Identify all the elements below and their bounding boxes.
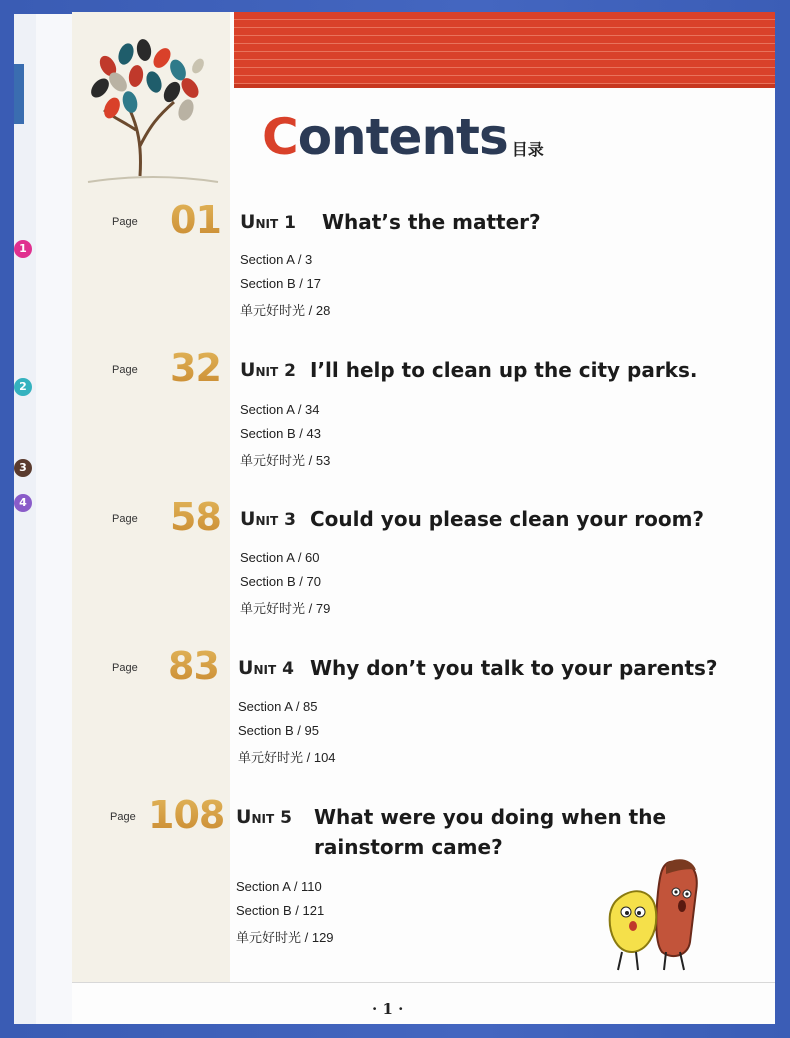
- left-marker-4: 4: [14, 494, 32, 512]
- section-link[interactable]: Section A / 34: [240, 402, 320, 417]
- section-link[interactable]: Section A / 3: [240, 252, 313, 267]
- previous-page-edge: [14, 14, 74, 1024]
- mascot-illustration: [592, 852, 722, 982]
- page-number: 58: [170, 495, 221, 539]
- title-rest: ontents: [297, 108, 508, 166]
- section-link[interactable]: Section B / 95: [238, 723, 319, 738]
- page-number: 01: [170, 198, 221, 242]
- contents-page: [72, 12, 775, 1024]
- page-label: Page: [112, 364, 138, 376]
- section-link[interactable]: Section A / 110: [236, 879, 322, 894]
- unit-label: UNIT 2: [240, 359, 296, 381]
- page-number: 32: [170, 346, 221, 390]
- unit-title[interactable]: Why don’t you talk to your parents?: [310, 656, 718, 680]
- page-label: Page: [112, 216, 138, 228]
- unit-title[interactable]: I’ll help to clean up the city parks.: [310, 358, 698, 382]
- unit-title[interactable]: What were you doing when the: [314, 805, 667, 829]
- section-link[interactable]: 单元好时光 / 129: [236, 930, 334, 945]
- tree-illustration: [78, 26, 228, 186]
- title-word: [262, 108, 508, 166]
- left-marker-2: 2: [14, 378, 32, 396]
- page-label: Page: [112, 662, 138, 674]
- unit-label: UNIT 4: [238, 657, 294, 679]
- header-stripe-edge: [234, 84, 775, 88]
- left-marker-1: 1: [14, 240, 32, 258]
- section-link[interactable]: 单元好时光 / 79: [240, 601, 331, 616]
- section-link[interactable]: Section A / 85: [238, 699, 318, 714]
- section-link[interactable]: 单元好时光 / 104: [238, 750, 336, 765]
- section-link[interactable]: 单元好时光 / 53: [240, 453, 331, 468]
- page-number: 83: [168, 644, 219, 688]
- section-link[interactable]: 单元好时光 / 28: [240, 303, 331, 318]
- page-edge-strip: [14, 14, 36, 1024]
- contents-title: [262, 108, 544, 166]
- unit-label: UNIT 3: [240, 508, 296, 530]
- page-label: Page: [112, 513, 138, 525]
- section-link[interactable]: Section B / 121: [236, 903, 325, 918]
- left-marker-3: 3: [14, 459, 32, 477]
- section-link[interactable]: Section A / 60: [240, 550, 320, 565]
- title-initial: C: [262, 108, 298, 166]
- section-link[interactable]: Section B / 43: [240, 426, 321, 441]
- section-link[interactable]: Section B / 17: [240, 276, 321, 291]
- unit-title[interactable]: What’s the matter?: [322, 210, 541, 234]
- page-number: 108: [148, 793, 225, 837]
- section-link[interactable]: Section B / 70: [240, 574, 321, 589]
- title-chinese: 目录: [511, 140, 544, 159]
- unit-title[interactable]: Could you please clean your room?: [310, 507, 705, 531]
- header-stripe-band: [234, 12, 775, 84]
- unit-label: UNIT 1: [240, 211, 296, 233]
- left-edge-tab: [14, 64, 24, 124]
- page-folio: · 1 ·: [372, 1000, 404, 1018]
- footer-divider: [72, 982, 775, 983]
- page-label: Page: [110, 811, 136, 823]
- unit-label: UNIT 5: [236, 806, 292, 828]
- unit-title-line-2[interactable]: rainstorm came?: [314, 835, 503, 859]
